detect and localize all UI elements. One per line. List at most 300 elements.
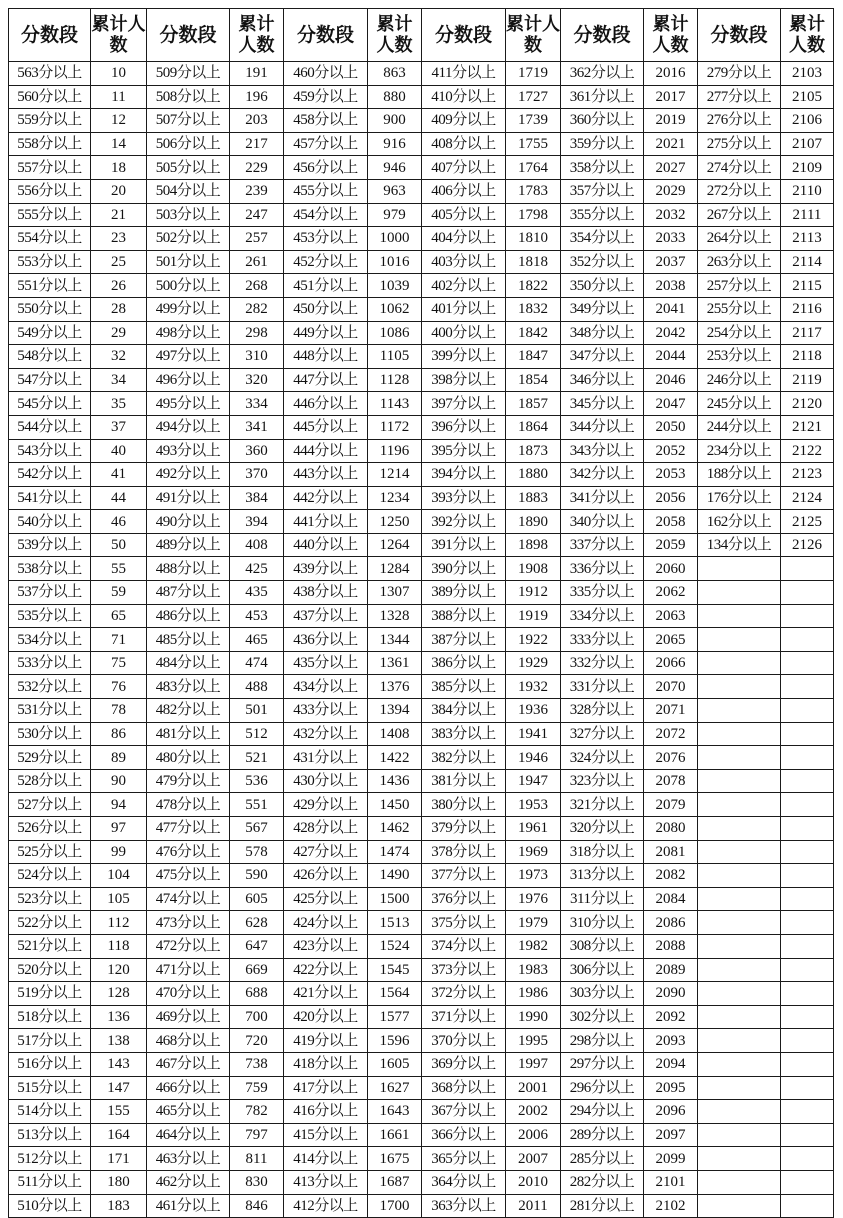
score-range-cell: 354分以上 — [561, 227, 644, 251]
cumulative-count-cell: 1627 — [368, 1076, 422, 1100]
score-range-cell: 381分以上 — [422, 769, 506, 793]
score-range-cell — [698, 651, 781, 675]
cumulative-count-cell — [781, 1029, 834, 1053]
score-range-cell: 331分以上 — [561, 675, 644, 699]
cumulative-count-cell: 590 — [230, 864, 284, 888]
cumulative-count-cell: 811 — [230, 1147, 284, 1171]
score-range-cell — [698, 1052, 781, 1076]
cumulative-count-cell: 2105 — [781, 85, 834, 109]
score-range-cell: 471分以上 — [147, 958, 230, 982]
cumulative-count-cell — [781, 1123, 834, 1147]
score-range-cell: 419分以上 — [284, 1029, 368, 1053]
header-score-range: 分数段 — [422, 9, 506, 62]
score-range-cell — [698, 1170, 781, 1194]
score-range-cell: 488分以上 — [147, 557, 230, 581]
cumulative-count-cell: 1605 — [368, 1052, 422, 1076]
cumulative-count-cell: 2042 — [644, 321, 698, 345]
cumulative-count-cell: 2071 — [644, 699, 698, 723]
score-range-cell: 470分以上 — [147, 982, 230, 1006]
cumulative-count-cell: 2092 — [644, 1005, 698, 1029]
cumulative-count-cell — [781, 982, 834, 1006]
cumulative-count-cell: 203 — [230, 109, 284, 133]
score-range-cell: 361分以上 — [561, 85, 644, 109]
cumulative-count-cell: 394 — [230, 510, 284, 534]
cumulative-count-cell: 2019 — [644, 109, 698, 133]
table-header — [9, 9, 834, 62]
cumulative-count-cell: 2053 — [644, 463, 698, 487]
cumulative-count-cell: 435 — [230, 581, 284, 605]
cumulative-count-cell: 2110 — [781, 179, 834, 203]
cumulative-count-cell: 99 — [91, 840, 147, 864]
cumulative-count-cell: 1982 — [506, 934, 561, 958]
score-range-cell: 538分以上 — [9, 557, 91, 581]
score-range-cell: 388分以上 — [422, 604, 506, 628]
score-range-cell: 555分以上 — [9, 203, 91, 227]
score-range-cell: 398分以上 — [422, 368, 506, 392]
score-range-cell: 289分以上 — [561, 1123, 644, 1147]
cumulative-count-cell: 900 — [368, 109, 422, 133]
cumulative-count-cell: 1307 — [368, 581, 422, 605]
table-row — [9, 463, 834, 487]
score-range-cell: 342分以上 — [561, 463, 644, 487]
cumulative-count-cell: 180 — [91, 1170, 147, 1194]
cumulative-count-cell: 1755 — [506, 132, 561, 156]
score-range-cell: 498分以上 — [147, 321, 230, 345]
table-row — [9, 345, 834, 369]
cumulative-count-cell: 25 — [91, 250, 147, 274]
score-range-cell: 434分以上 — [284, 675, 368, 699]
score-range-cell: 464分以上 — [147, 1123, 230, 1147]
cumulative-count-cell: 143 — [91, 1052, 147, 1076]
cumulative-count-cell: 118 — [91, 934, 147, 958]
score-range-cell: 389分以上 — [422, 581, 506, 605]
score-range-cell: 554分以上 — [9, 227, 91, 251]
score-range-cell — [698, 934, 781, 958]
cumulative-count-cell: 782 — [230, 1100, 284, 1124]
score-range-cell: 474分以上 — [147, 887, 230, 911]
cumulative-count-cell: 1564 — [368, 982, 422, 1006]
score-range-cell — [698, 581, 781, 605]
score-range-cell: 364分以上 — [422, 1170, 506, 1194]
score-range-cell: 540分以上 — [9, 510, 91, 534]
score-range-cell: 484分以上 — [147, 651, 230, 675]
cumulative-count-cell: 120 — [91, 958, 147, 982]
table-row — [9, 887, 834, 911]
cumulative-count-cell: 1890 — [506, 510, 561, 534]
cumulative-count-cell: 2047 — [644, 392, 698, 416]
score-range-cell: 345分以上 — [561, 392, 644, 416]
score-range-cell: 497分以上 — [147, 345, 230, 369]
score-range-cell: 253分以上 — [698, 345, 781, 369]
score-range-cell: 397分以上 — [422, 392, 506, 416]
cumulative-count-cell: 1908 — [506, 557, 561, 581]
cumulative-count-cell: 465 — [230, 628, 284, 652]
cumulative-count-cell: 2062 — [644, 581, 698, 605]
score-range-cell — [698, 1147, 781, 1171]
table-row — [9, 864, 834, 888]
cumulative-count-cell — [781, 1052, 834, 1076]
cumulative-count-cell: 1798 — [506, 203, 561, 227]
cumulative-count-cell: 2090 — [644, 982, 698, 1006]
score-range-cell: 487分以上 — [147, 581, 230, 605]
score-range-cell: 475分以上 — [147, 864, 230, 888]
score-range-cell: 274分以上 — [698, 156, 781, 180]
cumulative-count-cell: 1394 — [368, 699, 422, 723]
cumulative-count-cell: 11 — [91, 85, 147, 109]
cumulative-count-cell: 320 — [230, 368, 284, 392]
cumulative-count-cell: 334 — [230, 392, 284, 416]
cumulative-count-cell: 2070 — [644, 675, 698, 699]
cumulative-count-cell: 759 — [230, 1076, 284, 1100]
table-row — [9, 203, 834, 227]
cumulative-count-cell: 217 — [230, 132, 284, 156]
cumulative-count-cell: 2066 — [644, 651, 698, 675]
score-range-cell: 404分以上 — [422, 227, 506, 251]
table-row — [9, 1147, 834, 1171]
cumulative-count-cell: 2029 — [644, 179, 698, 203]
score-range-cell — [698, 793, 781, 817]
score-range-cell — [698, 675, 781, 699]
cumulative-count-cell: 2065 — [644, 628, 698, 652]
cumulative-count-cell: 138 — [91, 1029, 147, 1053]
score-range-cell: 297分以上 — [561, 1052, 644, 1076]
table-row — [9, 675, 834, 699]
score-range-cell: 425分以上 — [284, 887, 368, 911]
cumulative-count-cell: 2095 — [644, 1076, 698, 1100]
table-row — [9, 321, 834, 345]
cumulative-count-cell: 229 — [230, 156, 284, 180]
cumulative-count-cell: 1922 — [506, 628, 561, 652]
cumulative-count-cell: 239 — [230, 179, 284, 203]
cumulative-count-cell: 97 — [91, 817, 147, 841]
cumulative-count-cell: 628 — [230, 911, 284, 935]
cumulative-count-cell: 28 — [91, 297, 147, 321]
score-range-cell: 535分以上 — [9, 604, 91, 628]
score-range-cell: 318分以上 — [561, 840, 644, 864]
cumulative-count-cell — [781, 557, 834, 581]
cumulative-count-cell: 2097 — [644, 1123, 698, 1147]
score-range-cell — [698, 982, 781, 1006]
score-range-cell: 346分以上 — [561, 368, 644, 392]
cumulative-count-cell: 2082 — [644, 864, 698, 888]
cumulative-count-cell: 1196 — [368, 439, 422, 463]
score-range-cell: 441分以上 — [284, 510, 368, 534]
cumulative-count-cell: 2115 — [781, 274, 834, 298]
cumulative-count-cell: 1500 — [368, 887, 422, 911]
table-row — [9, 486, 834, 510]
score-range-cell: 343分以上 — [561, 439, 644, 463]
table-row — [9, 62, 834, 86]
score-range-cell: 446分以上 — [284, 392, 368, 416]
cumulative-count-cell: 104 — [91, 864, 147, 888]
cumulative-count-cell: 26 — [91, 274, 147, 298]
score-range-cell: 335分以上 — [561, 581, 644, 605]
score-range-cell: 510分以上 — [9, 1194, 91, 1218]
score-range-cell: 539分以上 — [9, 533, 91, 557]
cumulative-count-cell: 2106 — [781, 109, 834, 133]
cumulative-count-cell: 1474 — [368, 840, 422, 864]
cumulative-count-cell: 1973 — [506, 864, 561, 888]
header-cumulative-count: 累计人数 — [644, 9, 698, 62]
table-row — [9, 1194, 834, 1218]
score-range-cell — [698, 887, 781, 911]
table-row — [9, 746, 834, 770]
cumulative-count-cell: 2111 — [781, 203, 834, 227]
score-range-cell: 551分以上 — [9, 274, 91, 298]
score-range-cell: 413分以上 — [284, 1170, 368, 1194]
cumulative-count-cell: 1661 — [368, 1123, 422, 1147]
table-row — [9, 604, 834, 628]
score-range-cell: 494分以上 — [147, 415, 230, 439]
cumulative-count-cell: 916 — [368, 132, 422, 156]
score-range-cell: 486分以上 — [147, 604, 230, 628]
score-range-cell: 496分以上 — [147, 368, 230, 392]
cumulative-count-cell: 196 — [230, 85, 284, 109]
cumulative-count-cell — [781, 1170, 834, 1194]
table-row — [9, 817, 834, 841]
table-row — [9, 132, 834, 156]
score-range-cell — [698, 911, 781, 935]
score-range-cell — [698, 557, 781, 581]
cumulative-count-cell — [781, 604, 834, 628]
cumulative-count-cell: 18 — [91, 156, 147, 180]
table-row — [9, 769, 834, 793]
score-range-cell: 395分以上 — [422, 439, 506, 463]
cumulative-count-cell: 1847 — [506, 345, 561, 369]
score-range-cell: 516分以上 — [9, 1052, 91, 1076]
cumulative-count-cell: 1596 — [368, 1029, 422, 1053]
score-range-cell — [698, 1076, 781, 1100]
score-range-cell: 479分以上 — [147, 769, 230, 793]
cumulative-count-cell: 2120 — [781, 392, 834, 416]
score-range-cell: 311分以上 — [561, 887, 644, 911]
cumulative-count-cell: 738 — [230, 1052, 284, 1076]
table-row — [9, 510, 834, 534]
cumulative-count-cell: 488 — [230, 675, 284, 699]
score-range-cell: 511分以上 — [9, 1170, 91, 1194]
cumulative-count-cell: 1105 — [368, 345, 422, 369]
cumulative-count-cell: 261 — [230, 250, 284, 274]
table-row — [9, 628, 834, 652]
score-range-cell: 412分以上 — [284, 1194, 368, 1218]
score-range-cell: 482分以上 — [147, 699, 230, 723]
score-range-cell: 310分以上 — [561, 911, 644, 935]
header-cumulative-count: 累计人数 — [506, 9, 561, 62]
table-row — [9, 1029, 834, 1053]
header-score-range: 分数段 — [9, 9, 91, 62]
score-range-cell: 520分以上 — [9, 958, 91, 982]
cumulative-count-cell: 89 — [91, 746, 147, 770]
cumulative-count-cell: 105 — [91, 887, 147, 911]
score-range-cell: 337分以上 — [561, 533, 644, 557]
score-range-cell: 485分以上 — [147, 628, 230, 652]
score-range-cell — [698, 699, 781, 723]
cumulative-count-cell: 1880 — [506, 463, 561, 487]
cumulative-count-cell: 2063 — [644, 604, 698, 628]
cumulative-count-cell: 2080 — [644, 817, 698, 841]
table-row — [9, 722, 834, 746]
cumulative-count-cell: 963 — [368, 179, 422, 203]
cumulative-count-cell — [781, 1100, 834, 1124]
score-range-cell: 385分以上 — [422, 675, 506, 699]
score-range-cell: 430分以上 — [284, 769, 368, 793]
cumulative-count-cell — [781, 581, 834, 605]
cumulative-count-cell: 41 — [91, 463, 147, 487]
cumulative-count-cell: 2032 — [644, 203, 698, 227]
score-range-cell: 386分以上 — [422, 651, 506, 675]
cumulative-count-cell: 2113 — [781, 227, 834, 251]
cumulative-count-cell: 1361 — [368, 651, 422, 675]
cumulative-count-cell: 32 — [91, 345, 147, 369]
score-range-cell: 377分以上 — [422, 864, 506, 888]
cumulative-count-cell: 310 — [230, 345, 284, 369]
score-range-cell: 466分以上 — [147, 1076, 230, 1100]
cumulative-count-cell: 551 — [230, 793, 284, 817]
cumulative-count-cell: 2027 — [644, 156, 698, 180]
table-row — [9, 415, 834, 439]
score-range-cell: 455分以上 — [284, 179, 368, 203]
score-range-cell: 559分以上 — [9, 109, 91, 133]
score-range-cell: 533分以上 — [9, 651, 91, 675]
score-range-cell: 503分以上 — [147, 203, 230, 227]
cumulative-count-cell: 2002 — [506, 1100, 561, 1124]
score-range-cell: 257分以上 — [698, 274, 781, 298]
cumulative-count-cell: 1936 — [506, 699, 561, 723]
score-range-cell: 550分以上 — [9, 297, 91, 321]
table-row — [9, 85, 834, 109]
score-range-cell: 560分以上 — [9, 85, 91, 109]
score-range-cell: 410分以上 — [422, 85, 506, 109]
score-range-cell: 416分以上 — [284, 1100, 368, 1124]
score-range-cell: 281分以上 — [561, 1194, 644, 1218]
score-range-cell: 502分以上 — [147, 227, 230, 251]
score-range-cell: 453分以上 — [284, 227, 368, 251]
cumulative-count-cell — [781, 651, 834, 675]
score-range-cell: 275分以上 — [698, 132, 781, 156]
cumulative-count-cell: 1854 — [506, 368, 561, 392]
score-range-cell: 306分以上 — [561, 958, 644, 982]
score-range-cell: 344分以上 — [561, 415, 644, 439]
table-row — [9, 297, 834, 321]
cumulative-count-cell: 282 — [230, 297, 284, 321]
cumulative-count-cell: 846 — [230, 1194, 284, 1218]
score-range-cell: 264分以上 — [698, 227, 781, 251]
cumulative-count-cell: 863 — [368, 62, 422, 86]
cumulative-count-cell: 1524 — [368, 934, 422, 958]
score-range-cell: 529分以上 — [9, 746, 91, 770]
cumulative-count-cell: 40 — [91, 439, 147, 463]
cumulative-count-cell: 1328 — [368, 604, 422, 628]
cumulative-count-cell: 946 — [368, 156, 422, 180]
table-row — [9, 392, 834, 416]
score-range-cell: 285分以上 — [561, 1147, 644, 1171]
cumulative-count-cell: 86 — [91, 722, 147, 746]
score-range-cell: 451分以上 — [284, 274, 368, 298]
cumulative-count-cell: 1946 — [506, 746, 561, 770]
score-range-cell: 445分以上 — [284, 415, 368, 439]
cumulative-count-cell: 1961 — [506, 817, 561, 841]
score-range-cell: 350分以上 — [561, 274, 644, 298]
cumulative-count-cell: 2123 — [781, 463, 834, 487]
score-range-cell: 527分以上 — [9, 793, 91, 817]
score-range-cell — [698, 1123, 781, 1147]
score-range-cell: 276分以上 — [698, 109, 781, 133]
score-range-cell: 563分以上 — [9, 62, 91, 86]
cumulative-count-cell: 1764 — [506, 156, 561, 180]
cumulative-count-cell: 408 — [230, 533, 284, 557]
cumulative-count-cell — [781, 934, 834, 958]
score-range-cell: 548分以上 — [9, 345, 91, 369]
score-range-cell: 371分以上 — [422, 1005, 506, 1029]
score-range-cell: 507分以上 — [147, 109, 230, 133]
cumulative-count-cell: 474 — [230, 651, 284, 675]
cumulative-count-cell — [781, 628, 834, 652]
score-range-cell: 415分以上 — [284, 1123, 368, 1147]
cumulative-count-cell: 75 — [91, 651, 147, 675]
table-row — [9, 1052, 834, 1076]
cumulative-count-cell: 78 — [91, 699, 147, 723]
score-range-cell: 403分以上 — [422, 250, 506, 274]
score-range-cell: 449分以上 — [284, 321, 368, 345]
table-row — [9, 911, 834, 935]
cumulative-count-cell: 2046 — [644, 368, 698, 392]
score-range-cell: 469分以上 — [147, 1005, 230, 1029]
score-range-cell: 399分以上 — [422, 345, 506, 369]
score-range-cell: 411分以上 — [422, 62, 506, 86]
score-range-cell: 424分以上 — [284, 911, 368, 935]
cumulative-count-cell: 605 — [230, 887, 284, 911]
table-row — [9, 179, 834, 203]
header-score-range: 分数段 — [698, 9, 781, 62]
cumulative-count-cell: 341 — [230, 415, 284, 439]
score-range-cell: 448分以上 — [284, 345, 368, 369]
cumulative-count-cell: 2109 — [781, 156, 834, 180]
score-range-cell: 406分以上 — [422, 179, 506, 203]
score-range-cell: 420分以上 — [284, 1005, 368, 1029]
score-range-cell: 246分以上 — [698, 368, 781, 392]
cumulative-count-cell: 1490 — [368, 864, 422, 888]
cumulative-count-cell: 1986 — [506, 982, 561, 1006]
header-cumulative-count: 累计人数 — [230, 9, 284, 62]
score-range-cell: 134分以上 — [698, 533, 781, 557]
cumulative-count-cell: 1983 — [506, 958, 561, 982]
table-row — [9, 1005, 834, 1029]
cumulative-count-cell — [781, 1194, 834, 1218]
header-score-range: 分数段 — [284, 9, 368, 62]
cumulative-count-cell: 370 — [230, 463, 284, 487]
cumulative-count-cell — [781, 699, 834, 723]
cumulative-count-cell: 2010 — [506, 1170, 561, 1194]
score-range-cell — [698, 1029, 781, 1053]
cumulative-count-cell: 1932 — [506, 675, 561, 699]
cumulative-count-cell — [781, 911, 834, 935]
table-row — [9, 274, 834, 298]
cumulative-count-cell: 191 — [230, 62, 284, 86]
score-range-cell: 352分以上 — [561, 250, 644, 274]
score-range-cell: 504分以上 — [147, 179, 230, 203]
cumulative-count-cell: 2017 — [644, 85, 698, 109]
cumulative-count-cell: 1700 — [368, 1194, 422, 1218]
score-range-cell — [698, 628, 781, 652]
score-range-cell: 429分以上 — [284, 793, 368, 817]
cumulative-count-cell: 567 — [230, 817, 284, 841]
score-range-cell: 432分以上 — [284, 722, 368, 746]
score-range-cell: 298分以上 — [561, 1029, 644, 1053]
table-row — [9, 982, 834, 1006]
cumulative-count-cell: 1941 — [506, 722, 561, 746]
cumulative-count-cell — [781, 722, 834, 746]
score-range-cell: 336分以上 — [561, 557, 644, 581]
